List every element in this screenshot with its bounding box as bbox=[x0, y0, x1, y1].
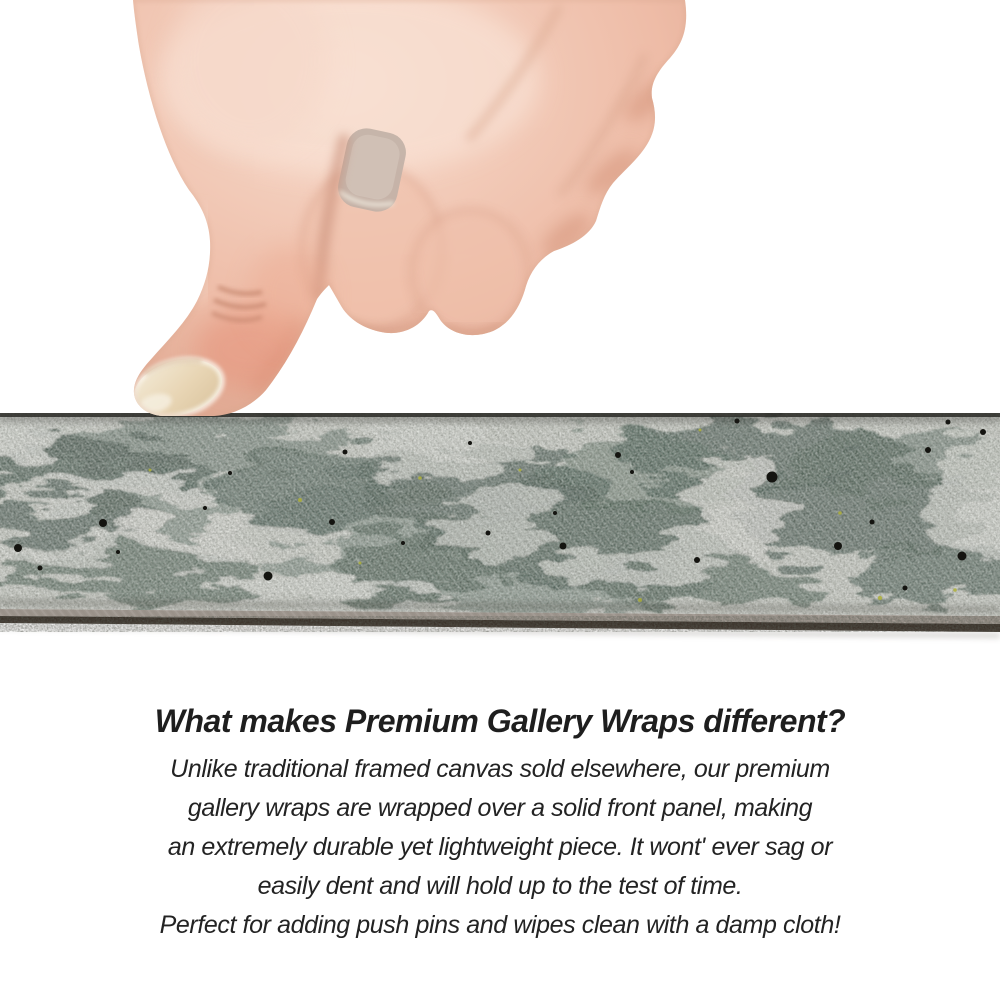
hand-photo bbox=[0, 0, 1000, 432]
info-block bbox=[0, 700, 1000, 945]
info-line-3: an extremely durable yet lightweight piece. It wont' ever sag or bbox=[167, 833, 833, 861]
info-line-1: Unlike traditional framed canvas sold elsewhere, our premium bbox=[170, 755, 830, 783]
info-heading: What makes Premium Gallery Wraps different? bbox=[154, 703, 846, 739]
canvas-texture bbox=[0, 413, 1000, 618]
canvas-edge-strip bbox=[0, 413, 1000, 648]
info-line-2: gallery wraps are wrapped over a solid front panel, making bbox=[187, 794, 813, 822]
info-body bbox=[0, 750, 1000, 945]
info-line-5: Perfect for adding push pins and wipes clean with a damp cloth! bbox=[159, 911, 841, 939]
info-line-4: easily dent and will hold up to the test of time. bbox=[257, 872, 743, 900]
canvas-edge-art bbox=[0, 413, 1000, 648]
